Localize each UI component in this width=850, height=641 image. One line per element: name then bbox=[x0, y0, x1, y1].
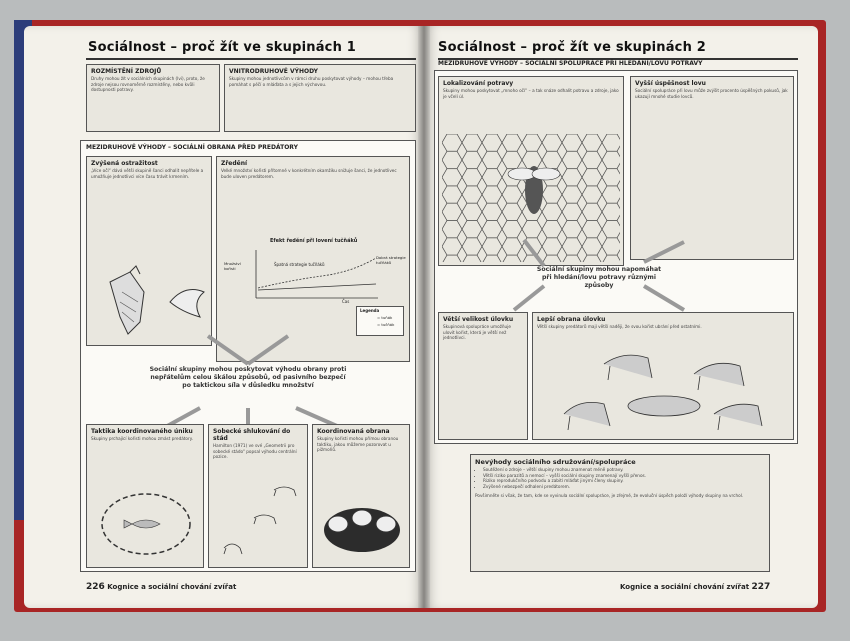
book-gutter bbox=[418, 26, 430, 608]
distribution-text: Druhy mohou žít v sociálních skupinách (lvi), proto, že zdroje nejsou rovnoměrně rozmístěny, nebo kvůli dostupnosti potravy. bbox=[91, 76, 205, 93]
disadvantages-summary: Povšimněte si však, že tam, kde se vyvinula sociální spolupráce, je zřejmé, že evoluční úspěch položí výhody skupiny na vrchol. bbox=[475, 493, 744, 499]
defense-center-text: Sociální skupiny mohou poskytovat výhodu obrany proti nepřátelům celou škálou způsobů, od pasivního bezpečí po taktickou síla v důsledku množství bbox=[149, 366, 347, 389]
larger-prey-heading: Větší velikost úlovku bbox=[443, 316, 514, 323]
vigilance-heading: Zvýšená ostražitost bbox=[91, 160, 158, 167]
benefits-box bbox=[224, 64, 416, 132]
hyenas-illustration bbox=[544, 344, 788, 436]
distribution-box bbox=[86, 64, 220, 132]
foraging-center-text: Sociální skupiny mohou napomáhat při hledání/lovu potravy různými způsoby bbox=[536, 266, 662, 289]
left-page-title: Sociálnost – proč žít ve skupinách 1 bbox=[88, 40, 356, 55]
disadvantages-list bbox=[475, 467, 765, 489]
left-footer-text: Kognice a sociální chování zvířat bbox=[107, 583, 237, 591]
right-page-number: 227 bbox=[751, 582, 771, 592]
right-footer bbox=[620, 582, 770, 592]
muskox-illustration bbox=[318, 496, 406, 562]
coordinated-heading: Koordinovaná obrana bbox=[317, 428, 390, 435]
defend-prey-heading: Lepší obrana úlovku bbox=[537, 316, 606, 323]
hunting-success-heading: Vyšší úspěšnost lovu bbox=[635, 80, 706, 87]
hunting-success-text: Sociální spolupráce při lovu může zvýšit procento úspěšných pokusů, jak ukazují mnohé studie lovců. bbox=[635, 88, 788, 99]
right-footer-text: Kognice a sociální chování zvířat bbox=[620, 583, 750, 591]
benefits-heading: VNITRODRUHOVÉ VÝHODY bbox=[229, 68, 318, 75]
disadvantage-item: • Zvýšené nebezpečí odhalení predátorem. bbox=[483, 484, 765, 490]
coordinated-text: Skupiny kořisti mohou přímou obranou taktiku, jakou můžeme pozorovat u pižmoňů. bbox=[317, 436, 399, 453]
legend-title: Legenda bbox=[360, 308, 380, 313]
title-rule bbox=[86, 58, 416, 60]
locating-food-text: Skupiny mohou poskytovat „mnoho očí“ – a tak snáze odhalit potravu a zdroje, jako je včelí úl. bbox=[443, 88, 619, 99]
disadvantage-item: • Soutěžení o zdroje – větší skupiny mohou znamenat méně potravy. bbox=[483, 467, 765, 473]
fish-school-illustration bbox=[94, 486, 198, 562]
larger-prey-box bbox=[438, 312, 528, 440]
disadvantages-heading: Nevýhody sociálního sdružování/spolupráce bbox=[475, 458, 636, 466]
defense-section-heading: MEZIDRUHOVÉ VÝHODY – SOCIÁLNÍ OBRANA PŘED PREDÁTORY bbox=[86, 144, 298, 151]
left-page-number: 226 bbox=[86, 582, 105, 592]
selfish-heading: Sobecké shlukování do stád bbox=[213, 428, 291, 442]
legend-item-penguin: = tučňák bbox=[377, 322, 395, 327]
dilution-text: Velké množství kořisti přítomné v konkrétním okamžiku snižuje šanci, že jednotlivec bude uloven predátorem. bbox=[221, 168, 397, 179]
disadvantage-item: • Riziko reprodukčního podvodu a zabití mláďat jinými členy skupiny. bbox=[483, 478, 765, 484]
dilution-heading: Zředění bbox=[221, 160, 248, 167]
disadvantage-item: • Větší riziko parazitů a nemocí – vyšší sociální skupiny znamenají vyšší přenos. bbox=[483, 473, 765, 479]
dilution-chart bbox=[252, 248, 382, 304]
larger-prey-text: Skupinová spolupráce umožňuje ulovit kořist, která je větší než jednotlivci. bbox=[443, 324, 511, 341]
defend-prey-text: Větší skupiny predátorů mají větší naději, že svou kořist ubrání před ostatními. bbox=[537, 324, 702, 329]
selfish-text: Hamilton (1971) ve své „Geometrii pro sobecké stádo“ popsal výhodu centrální pozice. bbox=[213, 443, 297, 460]
tactic-heading: Taktika koordinovaného úniku bbox=[91, 428, 193, 435]
benefits-text: Skupiny mohou jednotlivcům v rámci druhu poskytovat výhody – mohou třeba pomáhat s péčí o mláďata a s jejich výchovou. bbox=[229, 76, 394, 87]
disadvantages-box bbox=[470, 454, 770, 572]
dilution-chart-line-label: Špatná strategie tučňáků bbox=[274, 262, 325, 267]
left-page bbox=[24, 26, 424, 608]
dilution-chart-title: Efekt ředění při lovení tučňáků bbox=[270, 238, 358, 244]
dilution-chart-right-label: Dobrá strategie tučňáků bbox=[376, 255, 406, 265]
dilution-chart-xlabel: Čas bbox=[342, 299, 350, 304]
vigilance-text: „Více očí“ dává větší skupině šanci odhalit nepřítele a umožňuje jednotlivci více času trávit krmením. bbox=[91, 168, 204, 179]
dilution-chart-ylabel: Množství kořisti bbox=[224, 261, 241, 271]
foraging-section-heading: MEZIDRUHOVÉ VÝHODY – SOCIÁLNÍ SPOLUPRÁCE PŘI HLEDÁNÍ/LOVU POTRAVY bbox=[438, 60, 703, 67]
left-footer bbox=[86, 582, 236, 592]
right-page bbox=[424, 26, 818, 608]
tactic-text: Skupiny prchající kořisti mohou zmást predátory. bbox=[91, 436, 193, 441]
right-page-title: Sociálnost – proč žít ve skupinách 2 bbox=[438, 40, 706, 55]
herd-illustration bbox=[214, 478, 304, 562]
distribution-heading: ROZMÍSTĚNÍ ZDROJŮ bbox=[91, 68, 162, 75]
legend-item-tuna: = tuňák bbox=[377, 315, 393, 320]
locating-food-heading: Lokalizování potravy bbox=[443, 80, 514, 87]
